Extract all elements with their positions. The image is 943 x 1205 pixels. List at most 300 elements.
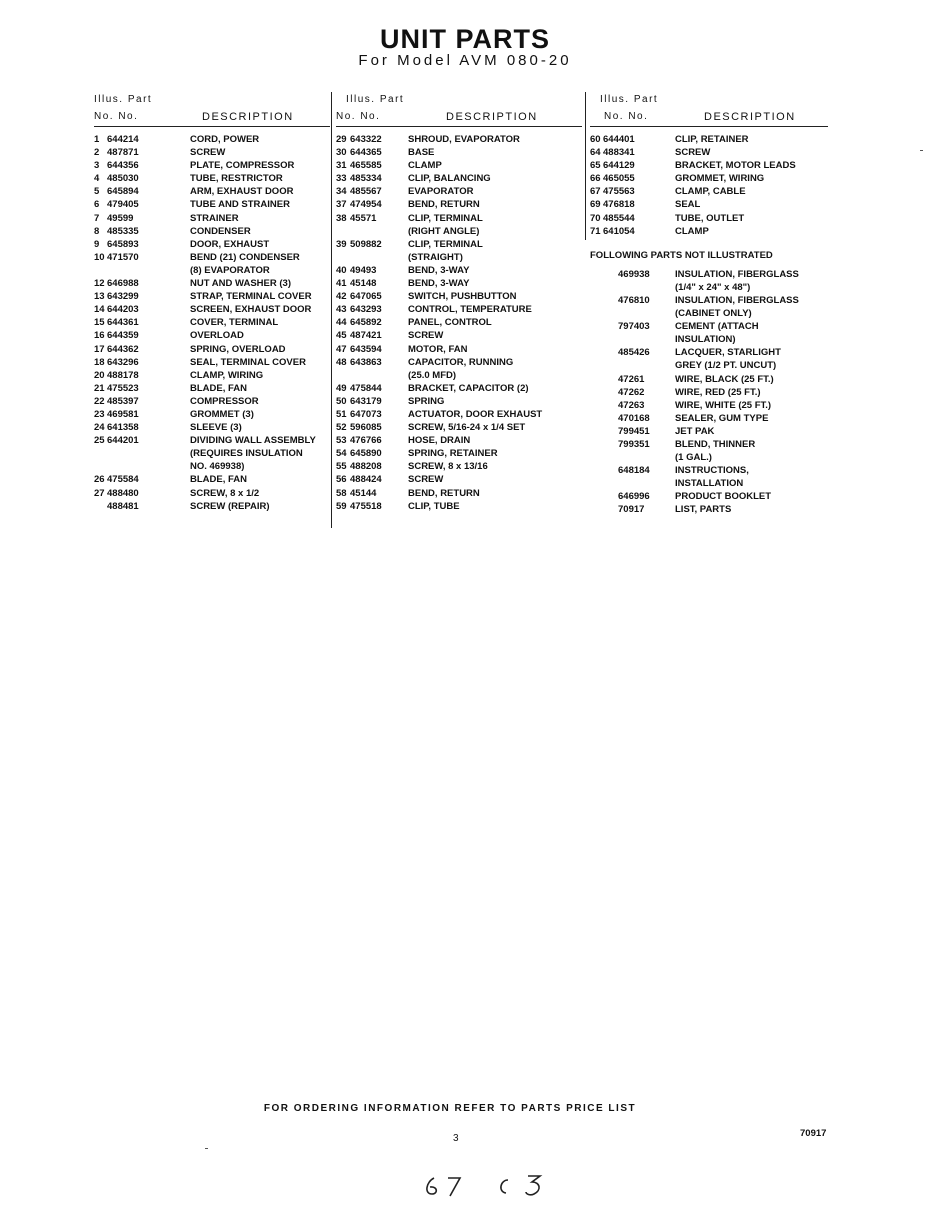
column-header (336, 92, 582, 126)
header-rule (94, 126, 330, 127)
table-row (94, 408, 330, 421)
part-description: INSTRUCTIONS, (675, 465, 749, 477)
model-subtitle: For Model AVM 080-20 (358, 52, 572, 69)
part-no: 479405 (107, 199, 139, 211)
table-row (336, 329, 582, 342)
illus-no: 24 (94, 422, 105, 434)
table-row (336, 238, 582, 251)
table-row (94, 356, 330, 369)
illus-no: 43 (336, 304, 347, 316)
part-description: BRACKET, MOTOR LEADS (675, 160, 796, 172)
part-no: 476818 (603, 199, 635, 211)
table-row (94, 238, 330, 251)
part-no: 488480 (107, 487, 139, 499)
table-row (336, 460, 582, 473)
table-row (94, 264, 330, 277)
part-no (107, 447, 177, 460)
table-row (94, 185, 330, 198)
illus-no: 29 (336, 134, 347, 145)
part-no: 645892 (350, 317, 382, 329)
illus-no: 38 (336, 212, 347, 224)
illus-no (94, 500, 107, 513)
illus-no: 9 (94, 238, 100, 250)
part-no: 475563 (603, 186, 635, 198)
part-no (590, 359, 675, 372)
illus-no: 3 (94, 160, 100, 172)
page-number: 3 (453, 1133, 459, 1144)
table-row (590, 133, 828, 146)
part-description: NUT AND WASHER (3) (190, 278, 291, 290)
part-no: 643299 (107, 291, 139, 303)
part-no: 645893 (107, 238, 139, 250)
table-row (336, 185, 582, 198)
illus-no: 25 (94, 435, 105, 447)
table-row (94, 316, 330, 329)
part-no (107, 264, 177, 277)
illus-no: 2 (94, 147, 100, 159)
header-description: DESCRIPTION (202, 111, 294, 123)
part-no: 47262 (618, 386, 645, 398)
part-description: BLEND, THINNER (675, 438, 756, 450)
part-no: 488341 (603, 147, 635, 159)
part-description: CLIP, TUBE (408, 500, 460, 512)
table-row (336, 212, 582, 225)
part-no: 465055 (603, 173, 635, 185)
table-row (94, 369, 330, 382)
part-description: LACQUER, STARLIGHT (675, 347, 781, 359)
part-description: BLADE, FAN (190, 382, 247, 394)
part-no: 49493 (350, 264, 377, 276)
table-row (590, 464, 828, 477)
part-description: CLAMP, WIRING (190, 369, 264, 381)
part-no: 643322 (350, 134, 382, 145)
table-row (590, 212, 828, 225)
table-row (94, 421, 330, 434)
part-description: CEMENT (ATTACH (675, 321, 759, 333)
part-description: CLIP, BALANCING (408, 173, 491, 185)
table-row (336, 487, 582, 500)
parts-list (590, 133, 828, 238)
table-row (94, 434, 330, 447)
part-description: TUBE AND STRAINER (190, 199, 290, 211)
part-description: CONTROL, TEMPERATURE (408, 304, 532, 316)
table-row (590, 320, 828, 333)
part-no: 644359 (107, 330, 139, 342)
part-description: CLIP, TERMINAL (408, 238, 483, 250)
part-description: BASE (408, 147, 435, 159)
illus-no: 39 (336, 238, 347, 250)
illus-no: 65 (590, 160, 601, 172)
part-no: 644362 (107, 343, 139, 355)
parts-list (94, 133, 330, 513)
part-description: ARM, EXHAUST DOOR (190, 186, 294, 198)
part-description: GROMMET, WIRING (675, 173, 765, 185)
illus-no (94, 460, 107, 473)
parts-column-3 (590, 92, 828, 517)
parts-list (336, 133, 582, 513)
part-no: 45148 (350, 278, 377, 290)
illus-no: 50 (336, 395, 347, 407)
part-description: CLAMP, CABLE (675, 186, 746, 198)
part-description: CORD, POWER (190, 134, 260, 145)
illus-no: 20 (94, 369, 105, 381)
header-rule (336, 126, 582, 127)
part-no: 485544 (603, 212, 635, 224)
illus-no: 8 (94, 225, 100, 237)
illus-no: 4 (94, 173, 100, 185)
table-row (94, 329, 330, 342)
part-no (590, 307, 675, 320)
part-description: BEND, RETURN (408, 487, 480, 499)
table-row (336, 303, 582, 316)
parts-column-2 (336, 92, 582, 513)
table-row (94, 447, 330, 460)
part-description: (1/4" x 24" x 48") (675, 281, 751, 293)
part-no: 647073 (350, 408, 382, 420)
table-row (336, 421, 582, 434)
table-row (590, 386, 828, 399)
table-row (336, 395, 582, 408)
part-description: BEND, RETURN (408, 199, 480, 211)
table-row (590, 225, 828, 238)
part-no: 648184 (618, 465, 650, 477)
table-row (590, 359, 828, 372)
part-description: WIRE, BLACK (25 FT.) (675, 373, 774, 385)
part-no: 488208 (350, 461, 382, 473)
part-description: SCREW (408, 474, 444, 486)
table-row (94, 212, 330, 225)
part-no (590, 477, 675, 490)
part-description: CAPACITOR, RUNNING (408, 356, 514, 368)
ordering-note: FOR ORDERING INFORMATION REFER TO PARTS PRICE LIST (263, 1103, 637, 1114)
part-description: HOSE, DRAIN (408, 435, 471, 447)
table-row (94, 146, 330, 159)
part-description: EVAPORATOR (408, 186, 474, 198)
table-row (336, 146, 582, 159)
column-divider (585, 92, 586, 240)
part-description: OVERLOAD (190, 330, 244, 342)
part-description: SCREW (190, 147, 226, 159)
part-description: SPRING (408, 395, 445, 407)
part-description: BRACKET, CAPACITOR (2) (408, 382, 529, 394)
part-no: 645894 (107, 186, 139, 198)
part-no: 644201 (107, 435, 139, 447)
illus-no: 33 (336, 173, 347, 185)
table-row (590, 425, 828, 438)
table-row (336, 172, 582, 185)
part-description: CONDENSER (190, 225, 251, 237)
table-row (590, 159, 828, 172)
illus-no: 42 (336, 291, 347, 303)
table-row (590, 146, 828, 159)
part-description: (CABINET ONLY) (675, 308, 752, 320)
illus-no: 12 (94, 278, 105, 290)
table-row (590, 185, 828, 198)
table-row (590, 333, 828, 346)
illus-no (94, 447, 107, 460)
part-no (590, 451, 675, 464)
header-description: DESCRIPTION (704, 111, 796, 123)
part-no: 488178 (107, 369, 139, 381)
part-no: 45144 (350, 487, 377, 499)
part-description: SCREW, 8 x 1/2 (190, 487, 260, 499)
illus-no: 54 (336, 448, 347, 460)
part-description: SCREW (408, 330, 444, 342)
part-no: 643293 (350, 304, 382, 316)
part-description: (STRAIGHT) (408, 251, 463, 263)
table-row (336, 473, 582, 486)
table-row (94, 133, 330, 146)
table-row (94, 225, 330, 238)
part-description: LIST, PARTS (675, 504, 732, 516)
illus-no: 26 (94, 474, 105, 486)
part-no: 644214 (107, 134, 139, 145)
part-description: WIRE, RED (25 FT.) (675, 386, 761, 398)
column-header (590, 92, 828, 126)
not-illustrated-heading: FOLLOWING PARTS NOT ILLUSTRATED (590, 249, 773, 261)
part-description: SEAL, TERMINAL COVER (190, 356, 306, 368)
header-no-no: No. No. (336, 111, 381, 122)
part-description: CLAMP (675, 225, 709, 237)
illus-no (336, 251, 350, 264)
part-description: STRAINER (190, 212, 239, 224)
table-row (336, 447, 582, 460)
part-no: 799351 (618, 438, 650, 450)
illus-no: 49 (336, 382, 347, 394)
part-description: (25.0 MFD) (408, 369, 457, 381)
part-no: 643594 (350, 343, 382, 355)
part-description: SWITCH, PUSHBUTTON (408, 291, 517, 303)
table-row (94, 460, 330, 473)
part-no: 646988 (107, 278, 139, 290)
part-no: 469581 (107, 408, 139, 420)
illus-no: 14 (94, 304, 105, 316)
illus-no: 67 (590, 186, 601, 198)
part-no: 475523 (107, 382, 139, 394)
part-description: SLEEVE (3) (190, 422, 242, 434)
header-illus-part: Illus. Part (346, 94, 405, 105)
illus-no: 48 (336, 356, 347, 368)
table-row (336, 382, 582, 395)
part-description: BEND, 3-WAY (408, 278, 470, 290)
part-description: SPRING, RETAINER (408, 448, 498, 460)
header-no-no: No. No. (604, 111, 649, 122)
table-row (94, 303, 330, 316)
part-description: BLADE, FAN (190, 474, 247, 486)
illus-no: 59 (336, 500, 347, 512)
illus-no (94, 264, 107, 277)
illus-no: 41 (336, 278, 347, 290)
part-no: 475584 (107, 474, 139, 486)
table-row (590, 477, 828, 490)
header-illus-part: Illus. Part (600, 94, 659, 105)
table-row (94, 277, 330, 290)
part-description: INSTALLATION (675, 478, 744, 490)
part-no (590, 281, 675, 294)
table-row (590, 503, 828, 516)
part-no: 485397 (107, 395, 139, 407)
scan-speck (205, 1148, 208, 1149)
table-row (590, 198, 828, 211)
table-row (336, 133, 582, 146)
part-description: (REQUIRES INSULATION (190, 448, 303, 460)
table-row (590, 451, 828, 464)
table-row (336, 251, 582, 264)
table-row (94, 473, 330, 486)
part-no: 485030 (107, 173, 139, 185)
part-no: 474954 (350, 199, 382, 211)
part-no: 643296 (107, 356, 139, 368)
part-no (107, 460, 177, 473)
part-description: JET PAK (675, 425, 715, 437)
part-no: 465585 (350, 160, 382, 172)
illus-no: 44 (336, 317, 347, 329)
table-row (94, 251, 330, 264)
table-row (336, 264, 582, 277)
part-no (590, 333, 675, 346)
illus-no: 31 (336, 160, 347, 172)
illus-no: 66 (590, 173, 601, 185)
parts-column-1 (94, 92, 330, 513)
part-description: PRODUCT BOOKLET (675, 491, 772, 503)
table-row (336, 198, 582, 211)
part-no: 797403 (618, 321, 650, 333)
illus-no: 10 (94, 251, 105, 263)
table-row (94, 290, 330, 303)
part-description: INSULATION, FIBERGLASS (675, 294, 799, 306)
table-row (336, 290, 582, 303)
part-description: (8) EVAPORATOR (190, 264, 270, 276)
part-no: 487871 (107, 147, 139, 159)
part-description: SEALER, GUM TYPE (675, 412, 769, 424)
table-row (94, 500, 330, 513)
illus-no: 30 (336, 147, 347, 159)
part-no: 485334 (350, 173, 382, 185)
table-row (336, 277, 582, 290)
illus-no: 52 (336, 422, 347, 434)
part-description: COVER, TERMINAL (190, 317, 279, 329)
part-no (350, 369, 408, 382)
part-no: 644401 (603, 134, 635, 145)
part-no (350, 251, 408, 264)
part-description: SCREW (675, 147, 711, 159)
part-description: PANEL, CONTROL (408, 317, 492, 329)
table-row (590, 281, 828, 294)
illus-no: 34 (336, 186, 347, 198)
part-description: BEND (21) CONDENSER (190, 251, 300, 263)
illus-no (336, 369, 350, 382)
part-no: 644129 (603, 160, 635, 172)
page-title: UNIT PARTS (380, 24, 550, 54)
part-description: NO. 469938) (190, 461, 245, 473)
table-row (336, 159, 582, 172)
table-row (336, 408, 582, 421)
part-description: COMPRESSOR (190, 395, 259, 407)
table-row (336, 343, 582, 356)
header-rule (590, 126, 828, 127)
part-no: 488424 (350, 474, 382, 486)
part-description: SHROUD, EVAPORATOR (408, 134, 520, 145)
illus-no: 70 (590, 212, 601, 224)
table-row (94, 395, 330, 408)
illus-no: 58 (336, 487, 347, 499)
table-row (94, 172, 330, 185)
illus-no: 22 (94, 395, 105, 407)
part-description: WIRE, WHITE (25 FT.) (675, 399, 772, 411)
table-row (590, 412, 828, 425)
part-no (350, 225, 408, 238)
illus-no: 5 (94, 186, 100, 198)
illus-no: 53 (336, 435, 347, 447)
illus-no: 64 (590, 147, 601, 159)
table-row (94, 198, 330, 211)
part-description: GREY (1/2 PT. UNCUT) (675, 360, 777, 372)
table-row (590, 490, 828, 503)
part-no: 509882 (350, 238, 382, 250)
part-no: 469938 (618, 268, 650, 280)
table-row (94, 487, 330, 500)
illus-no: 17 (94, 343, 105, 355)
illus-no: 56 (336, 474, 347, 486)
part-no: 45571 (350, 212, 377, 224)
part-description: TUBE, OUTLET (675, 212, 745, 224)
part-description: CLAMP (408, 160, 442, 172)
table-row (94, 343, 330, 356)
part-no: 487421 (350, 330, 382, 342)
part-description: INSULATION, FIBERGLASS (675, 268, 799, 280)
illus-no: 47 (336, 343, 347, 355)
part-no: 641358 (107, 422, 139, 434)
part-description: ACTUATOR, DOOR EXHAUST (408, 408, 543, 420)
illus-no: 27 (94, 487, 105, 499)
handwritten-mark (420, 1172, 560, 1205)
table-row (590, 346, 828, 359)
part-description: STRAP, TERMINAL COVER (190, 291, 312, 303)
part-no: 596085 (350, 422, 382, 434)
part-no: 485567 (350, 186, 382, 198)
table-row (336, 434, 582, 447)
illus-no: 21 (94, 382, 105, 394)
table-row (590, 294, 828, 307)
table-row (590, 307, 828, 320)
table-row (590, 399, 828, 412)
header-illus-part: Illus. Part (94, 94, 153, 105)
part-description: INSULATION) (675, 334, 736, 346)
column-header (94, 92, 330, 126)
illus-no: 6 (94, 199, 100, 211)
illus-no: 51 (336, 408, 347, 420)
part-no: 644361 (107, 317, 139, 329)
part-no: 485335 (107, 225, 139, 237)
header-no-no: No. No. (94, 111, 139, 122)
part-no: 488481 (107, 500, 139, 512)
part-no: 641054 (603, 225, 635, 237)
part-no: 647065 (350, 291, 382, 303)
illus-no: 60 (590, 134, 601, 145)
part-no: 643179 (350, 395, 382, 407)
part-no: 476810 (618, 294, 650, 306)
part-no: 470168 (618, 412, 650, 424)
part-no: 475844 (350, 382, 382, 394)
part-description: SCREW (REPAIR) (190, 500, 270, 512)
part-description: SCREEN, EXHAUST DOOR (190, 304, 312, 316)
part-no: 475518 (350, 500, 382, 512)
table-row (94, 382, 330, 395)
part-no: 644203 (107, 304, 139, 316)
table-row (336, 369, 582, 382)
part-description: BEND, 3-WAY (408, 264, 470, 276)
part-description: (RIGHT ANGLE) (408, 225, 480, 237)
